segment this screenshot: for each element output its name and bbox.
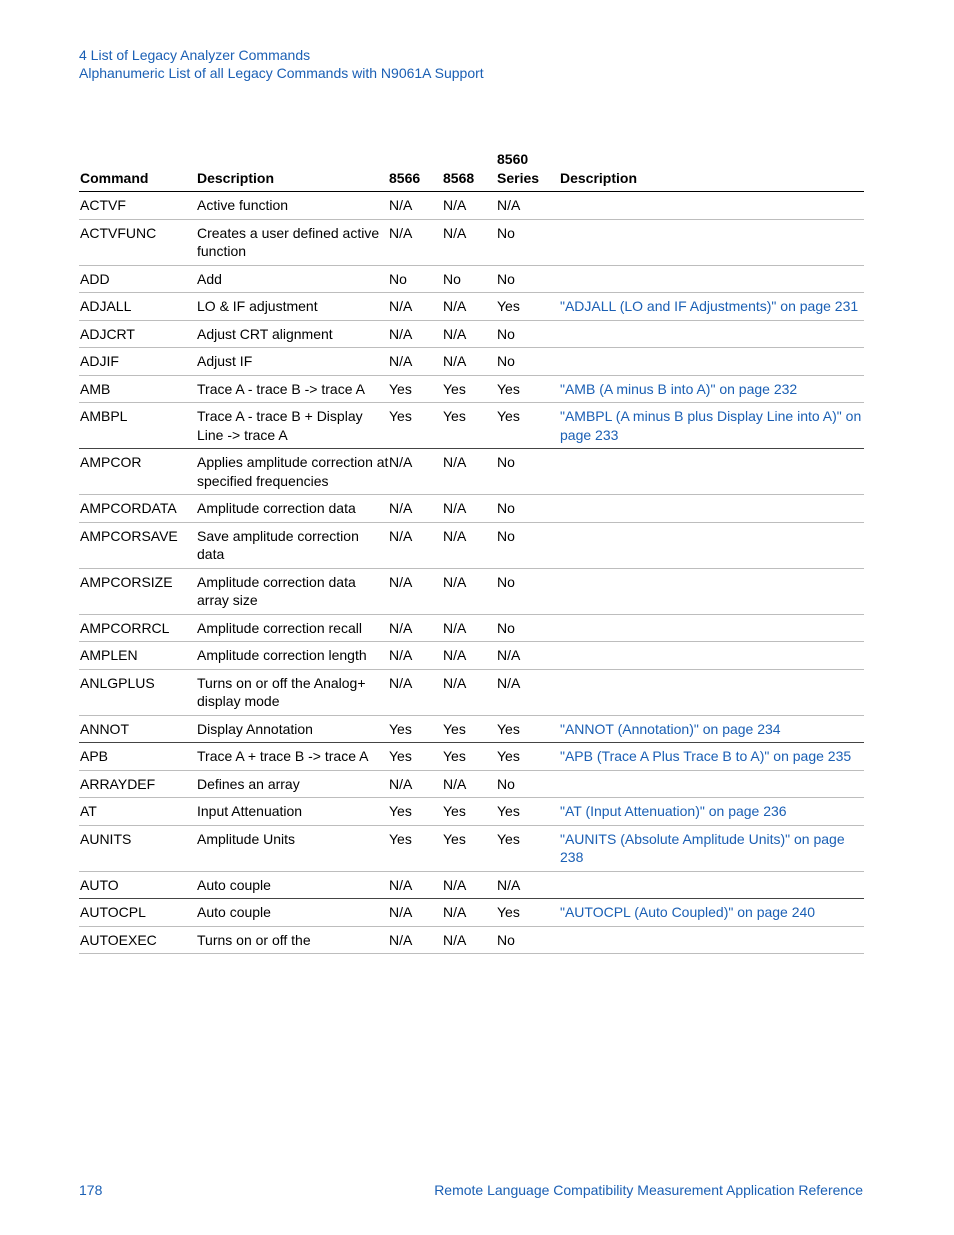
- description-cell: Save amplitude correction data: [197, 522, 389, 568]
- support-8568-cell: N/A: [443, 669, 497, 715]
- command-cell: APB: [79, 743, 197, 771]
- support-8566-cell: Yes: [389, 715, 443, 743]
- description-cell: Active function: [197, 192, 389, 220]
- table-header-row: [79, 150, 864, 192]
- support-8560-cell: Yes: [497, 743, 560, 771]
- support-8566-cell: N/A: [389, 614, 443, 642]
- support-8560-cell: Yes: [497, 825, 560, 871]
- column-header-8566: 8566: [389, 150, 443, 192]
- legacy-commands-table: [79, 150, 864, 954]
- support-8568-cell: N/A: [443, 899, 497, 927]
- description-cell: Turns on or off the Analog+ display mode: [197, 669, 389, 715]
- reference-link-cell[interactable]: "AUTOCPL (Auto Coupled)" on page 240: [560, 899, 864, 927]
- document-title: Remote Language Compatibility Measurement Application Reference: [434, 1182, 863, 1198]
- table-row: [79, 403, 864, 449]
- support-8560-cell: N/A: [497, 871, 560, 899]
- support-8568-cell: Yes: [443, 825, 497, 871]
- table-row: [79, 320, 864, 348]
- command-cell: ANNOT: [79, 715, 197, 743]
- description-cell: Trace A - trace B + Display Line -> trace A: [197, 403, 389, 449]
- command-cell: AMBPL: [79, 403, 197, 449]
- support-8568-cell: N/A: [443, 192, 497, 220]
- table-row: [79, 293, 864, 321]
- support-8560-cell: Yes: [497, 715, 560, 743]
- reference-link-cell: [560, 642, 864, 670]
- description-cell: Auto couple: [197, 899, 389, 927]
- column-header-command: Command: [79, 150, 197, 192]
- support-8568-cell: N/A: [443, 522, 497, 568]
- support-8566-cell: Yes: [389, 798, 443, 826]
- table-row: [79, 715, 864, 743]
- support-8568-cell: N/A: [443, 926, 497, 954]
- command-cell: ADD: [79, 265, 197, 293]
- table-row: [79, 375, 864, 403]
- table-row: [79, 825, 864, 871]
- support-8560-cell: Yes: [497, 293, 560, 321]
- support-8566-cell: N/A: [389, 348, 443, 376]
- table-row: [79, 192, 864, 220]
- support-8568-cell: N/A: [443, 348, 497, 376]
- reference-link-cell: [560, 871, 864, 899]
- support-8560-cell: No: [497, 770, 560, 798]
- support-8560-cell: N/A: [497, 669, 560, 715]
- reference-link-cell: [560, 568, 864, 614]
- support-8566-cell: Yes: [389, 375, 443, 403]
- table-row: [79, 522, 864, 568]
- support-8568-cell: Yes: [443, 375, 497, 403]
- table-row: [79, 568, 864, 614]
- support-8568-cell: N/A: [443, 871, 497, 899]
- support-8566-cell: N/A: [389, 926, 443, 954]
- reference-link-cell[interactable]: "AT (Input Attenuation)" on page 236: [560, 798, 864, 826]
- support-8560-cell: No: [497, 265, 560, 293]
- description-cell: Input Attenuation: [197, 798, 389, 826]
- reference-link-cell: [560, 614, 864, 642]
- support-8566-cell: N/A: [389, 770, 443, 798]
- command-cell: AUTO: [79, 871, 197, 899]
- support-8560-cell: Yes: [497, 375, 560, 403]
- support-8566-cell: N/A: [389, 293, 443, 321]
- support-8566-cell: Yes: [389, 825, 443, 871]
- support-8560-cell: No: [497, 320, 560, 348]
- support-8560-cell: No: [497, 614, 560, 642]
- support-8566-cell: N/A: [389, 642, 443, 670]
- command-cell: ADJALL: [79, 293, 197, 321]
- support-8560-cell: Yes: [497, 798, 560, 826]
- support-8560-cell: No: [497, 495, 560, 523]
- command-cell: ACTVFUNC: [79, 219, 197, 265]
- legacy-commands-table-container: [79, 150, 864, 954]
- page-number: 178: [79, 1182, 103, 1198]
- support-8566-cell: N/A: [389, 192, 443, 220]
- column-header-reference: Description: [560, 150, 864, 192]
- reference-link-cell[interactable]: "APB (Trace A Plus Trace B to A)" on page 235: [560, 743, 864, 771]
- reference-link-cell: [560, 192, 864, 220]
- table-row: [79, 798, 864, 826]
- support-8568-cell: N/A: [443, 495, 497, 523]
- description-cell: LO & IF adjustment: [197, 293, 389, 321]
- reference-link-cell: [560, 348, 864, 376]
- description-cell: Trace A + trace B -> trace A: [197, 743, 389, 771]
- support-8568-cell: N/A: [443, 614, 497, 642]
- support-8568-cell: N/A: [443, 449, 497, 495]
- table-row: [79, 871, 864, 899]
- table-row: [79, 449, 864, 495]
- description-cell: Display Annotation: [197, 715, 389, 743]
- table-row: [79, 219, 864, 265]
- description-cell: Add: [197, 265, 389, 293]
- table-row: [79, 770, 864, 798]
- description-cell: Amplitude correction recall: [197, 614, 389, 642]
- description-cell: Creates a user defined active function: [197, 219, 389, 265]
- support-8560-cell: Yes: [497, 403, 560, 449]
- support-8560-cell: No: [497, 568, 560, 614]
- support-8568-cell: N/A: [443, 642, 497, 670]
- command-cell: AT: [79, 798, 197, 826]
- support-8566-cell: N/A: [389, 871, 443, 899]
- support-8566-cell: N/A: [389, 320, 443, 348]
- column-header-8560-series: 8560 Series: [497, 150, 560, 192]
- description-cell: Adjust IF: [197, 348, 389, 376]
- description-cell: Amplitude correction data array size: [197, 568, 389, 614]
- support-8568-cell: N/A: [443, 770, 497, 798]
- reference-link-cell[interactable]: "AUNITS (Absolute Amplitude Units)" on page 238: [560, 825, 864, 871]
- support-8560-cell: No: [497, 522, 560, 568]
- support-8566-cell: N/A: [389, 495, 443, 523]
- command-cell: AMPCORSAVE: [79, 522, 197, 568]
- reference-link-cell[interactable]: "ANNOT (Annotation)" on page 234: [560, 715, 864, 743]
- support-8568-cell: Yes: [443, 798, 497, 826]
- support-8560-cell: N/A: [497, 642, 560, 670]
- reference-link-cell: [560, 770, 864, 798]
- command-cell: ANLGPLUS: [79, 669, 197, 715]
- support-8566-cell: Yes: [389, 403, 443, 449]
- support-8560-cell: No: [497, 348, 560, 376]
- table-body: [79, 192, 864, 954]
- command-cell: AMPCORRCL: [79, 614, 197, 642]
- description-cell: Auto couple: [197, 871, 389, 899]
- reference-link-cell[interactable]: "ADJALL (LO and IF Adjustments)" on page 231: [560, 293, 864, 321]
- description-cell: Amplitude correction length: [197, 642, 389, 670]
- command-cell: AMPCORSIZE: [79, 568, 197, 614]
- command-cell: AMPCORDATA: [79, 495, 197, 523]
- description-cell: Amplitude correction data: [197, 495, 389, 523]
- command-cell: ACTVF: [79, 192, 197, 220]
- command-cell: AMPLEN: [79, 642, 197, 670]
- table-row: [79, 265, 864, 293]
- support-8568-cell: N/A: [443, 568, 497, 614]
- column-header-8568: 8568: [443, 150, 497, 192]
- support-8568-cell: N/A: [443, 320, 497, 348]
- command-cell: AMPCOR: [79, 449, 197, 495]
- support-8568-cell: Yes: [443, 743, 497, 771]
- table-row: [79, 899, 864, 927]
- support-8568-cell: N/A: [443, 219, 497, 265]
- table-row: [79, 926, 864, 954]
- reference-link-cell[interactable]: "AMB (A minus B into A)" on page 232: [560, 375, 864, 403]
- support-8566-cell: N/A: [389, 449, 443, 495]
- reference-link-cell: [560, 449, 864, 495]
- command-cell: AMB: [79, 375, 197, 403]
- reference-link-cell: [560, 219, 864, 265]
- support-8566-cell: N/A: [389, 522, 443, 568]
- command-cell: AUTOEXEC: [79, 926, 197, 954]
- reference-link-cell: [560, 522, 864, 568]
- table-row: [79, 642, 864, 670]
- command-cell: ADJIF: [79, 348, 197, 376]
- support-8568-cell: N/A: [443, 293, 497, 321]
- table-row: [79, 669, 864, 715]
- support-8568-cell: Yes: [443, 715, 497, 743]
- description-cell: Defines an array: [197, 770, 389, 798]
- reference-link-cell: [560, 265, 864, 293]
- reference-link-cell: [560, 495, 864, 523]
- support-8566-cell: N/A: [389, 669, 443, 715]
- support-8566-cell: N/A: [389, 219, 443, 265]
- support-8568-cell: No: [443, 265, 497, 293]
- description-cell: Turns on or off the: [197, 926, 389, 954]
- support-8568-cell: Yes: [443, 403, 497, 449]
- chapter-heading: 4 List of Legacy Analyzer Commands: [79, 47, 311, 63]
- command-cell: ARRAYDEF: [79, 770, 197, 798]
- description-cell: Trace A - trace B -> trace A: [197, 375, 389, 403]
- command-cell: AUTOCPL: [79, 899, 197, 927]
- support-8566-cell: No: [389, 265, 443, 293]
- support-8560-cell: N/A: [497, 192, 560, 220]
- reference-link-cell: [560, 669, 864, 715]
- table-row: [79, 495, 864, 523]
- support-8560-cell: Yes: [497, 899, 560, 927]
- command-cell: ADJCRT: [79, 320, 197, 348]
- support-8566-cell: Yes: [389, 743, 443, 771]
- table-row: [79, 614, 864, 642]
- table-row: [79, 348, 864, 376]
- description-cell: Applies amplitude correction at specified frequencies: [197, 449, 389, 495]
- support-8566-cell: N/A: [389, 568, 443, 614]
- support-8566-cell: N/A: [389, 899, 443, 927]
- table-row: [79, 743, 864, 771]
- section-heading: Alphanumeric List of all Legacy Commands with N9061A Support: [79, 65, 484, 81]
- reference-link-cell: [560, 320, 864, 348]
- description-cell: Adjust CRT alignment: [197, 320, 389, 348]
- reference-link-cell[interactable]: "AMBPL (A minus B plus Display Line into A)" on page 233: [560, 403, 864, 449]
- support-8560-cell: No: [497, 219, 560, 265]
- column-header-description: Description: [197, 150, 389, 192]
- support-8560-cell: No: [497, 926, 560, 954]
- reference-link-cell: [560, 926, 864, 954]
- support-8560-cell: No: [497, 449, 560, 495]
- description-cell: Amplitude Units: [197, 825, 389, 871]
- command-cell: AUNITS: [79, 825, 197, 871]
